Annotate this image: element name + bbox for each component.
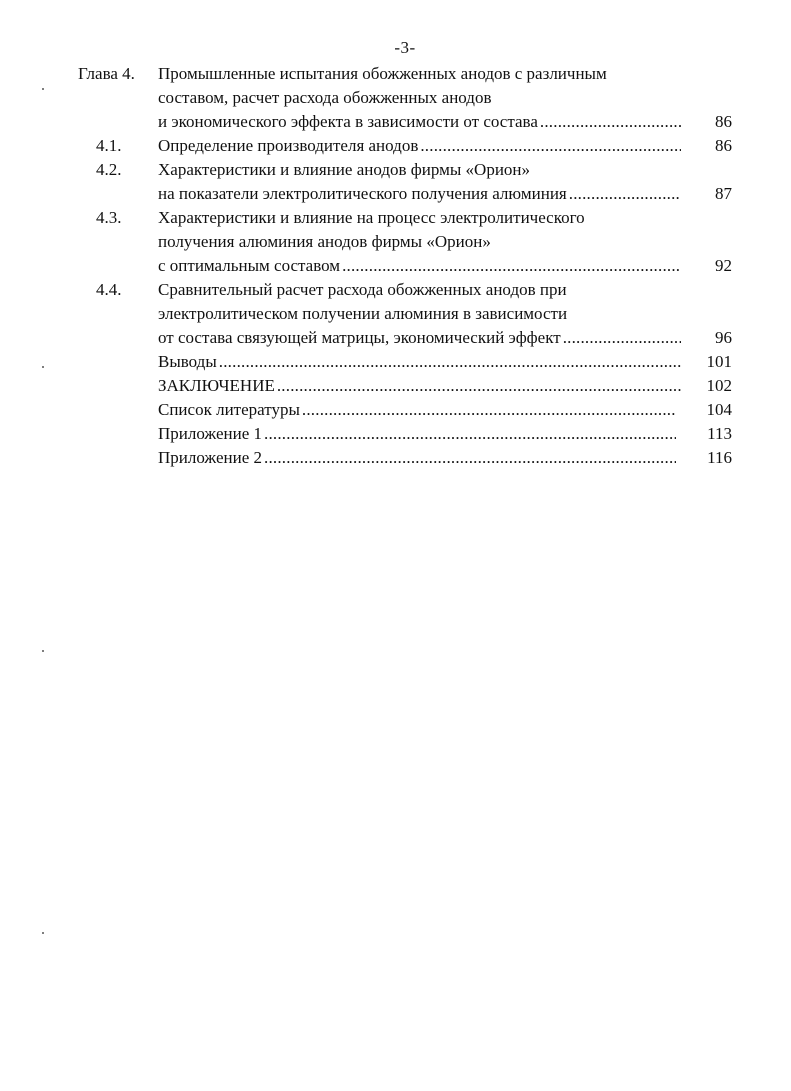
- toc-entry-line: электролитическом получении алюминия в зависимости: [158, 304, 568, 323]
- toc-entry-title-line: [158, 110, 683, 134]
- toc-entry-title-line: [158, 446, 678, 470]
- toc-entry-appendix-1: [0, 422, 791, 446]
- toc-entry-appendix-2: [0, 446, 791, 470]
- dot-leader: [219, 350, 681, 374]
- dot-leader: [277, 374, 681, 398]
- toc-entry-number: 4.3.: [96, 208, 122, 227]
- toc-entry-line: составом, расчет расхода обожженных анодов: [158, 88, 492, 107]
- toc-entry-page: 86: [715, 112, 732, 131]
- dot-leader: [302, 398, 676, 422]
- toc-entry-page: 116: [707, 448, 732, 467]
- dot-leader: [563, 326, 681, 350]
- toc-entry-title: Приложение 1: [158, 424, 262, 443]
- toc-entry-page: 92: [715, 256, 732, 275]
- toc-entry-4-4: [0, 278, 791, 350]
- toc-entry-title: Список литературы: [158, 400, 300, 419]
- table-of-contents: [0, 62, 791, 470]
- toc-entry-title: Выводы: [158, 352, 217, 371]
- toc-entry-references: [0, 398, 791, 422]
- toc-entry-title-line: [158, 422, 678, 446]
- toc-entry-page: 87: [715, 184, 732, 203]
- toc-entry-title-line: [158, 182, 683, 206]
- toc-entry-number: 4.1.: [96, 136, 122, 155]
- dot-leader: [420, 134, 681, 158]
- dot-leader: [264, 422, 676, 446]
- toc-entry-4-3: [0, 206, 791, 278]
- margin-mark: [42, 650, 44, 652]
- toc-entry-title: Приложение 2: [158, 448, 262, 467]
- toc-entry-title-line: [158, 134, 683, 158]
- toc-entry-line: получения алюминия анодов фирмы «Орион»: [158, 232, 491, 251]
- toc-entry-title-line: [158, 254, 683, 278]
- toc-entry-title-line: [158, 398, 678, 422]
- toc-entry-line: Характеристики и влияние на процесс электролитического: [158, 208, 585, 227]
- toc-entry-line: Характеристики и влияние анодов фирмы «Орион»: [158, 160, 531, 179]
- toc-entry-4-1: [0, 134, 791, 158]
- dot-leader: [342, 254, 681, 278]
- page-number: -3-: [394, 38, 416, 57]
- toc-entry-number: 4.2.: [96, 160, 122, 179]
- toc-entry-title-line: [158, 350, 683, 374]
- toc-entry-page: 104: [706, 400, 732, 419]
- toc-entry-page: 96: [715, 328, 732, 347]
- toc-entry-title: ЗАКЛЮЧЕНИЕ: [158, 376, 275, 395]
- toc-entry-page: 102: [706, 376, 732, 395]
- toc-entry-summary: [0, 374, 791, 398]
- toc-entry-4-2: [0, 158, 791, 206]
- toc-entry-title: и экономического эффекта в зависимости от состава: [158, 112, 538, 131]
- toc-entry-title: от состава связующей матрицы, экономический эффект: [158, 328, 561, 347]
- toc-entry-conclusions: [0, 350, 791, 374]
- margin-mark: [42, 932, 44, 934]
- toc-entry-chapter-4: [0, 62, 791, 134]
- toc-entry-page: 101: [706, 352, 732, 371]
- toc-entry-title: с оптимальным составом: [158, 256, 341, 275]
- dot-leader: [569, 182, 681, 206]
- dot-leader: [264, 446, 676, 470]
- toc-entry-title-line: [158, 374, 683, 398]
- dot-leader: [540, 110, 681, 134]
- toc-entry-number: 4.4.: [96, 280, 122, 299]
- toc-entry-line: Промышленные испытания обожженных анодов с различным: [158, 64, 607, 83]
- toc-entry-page: 86: [715, 136, 732, 155]
- toc-entry-title: Определение производителя анодов: [158, 136, 419, 155]
- toc-entry-number: Глава 4.: [78, 64, 135, 83]
- toc-entry-title-line: [158, 326, 683, 350]
- toc-entry-line: Сравнительный расчет расхода обожженных анодов при: [158, 280, 567, 299]
- toc-entry-title: на показатели электролитического получения алюминия: [158, 184, 567, 203]
- toc-entry-page: 113: [707, 424, 732, 443]
